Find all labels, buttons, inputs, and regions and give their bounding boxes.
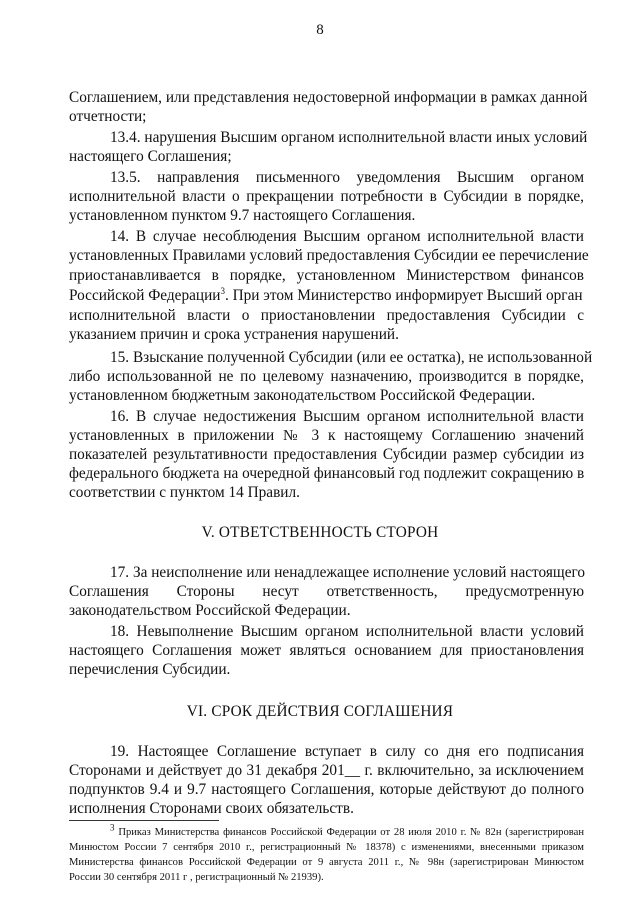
page-number: 8 (316, 22, 324, 38)
text-line: приостанавливается в порядке, установленном Министерством финансов (69, 267, 584, 284)
text-line: исполнения Сторонами своих обязательств. (69, 800, 354, 817)
text-line: Соглашения Стороны несут ответственность, предусмотренную (69, 583, 584, 600)
text-line: настоящего Соглашения; (69, 148, 232, 165)
text-fragment: Российской Федерации (69, 287, 221, 304)
footnote-line (110, 822, 584, 841)
text-line: установленном бюджетным законодательством Российской Федерации. (69, 387, 536, 404)
text-line: указанием причин и срока устранения нарушений. (69, 326, 399, 343)
text-line: 13.4. нарушения Высшим органом исполнительной власти иных условий (110, 129, 588, 146)
text-line: показателей результативности предоставления Субсидии размер субсидии из (69, 446, 584, 463)
section-heading: V. ОТВЕТСТВЕННОСТЬ СТОРОН (201, 524, 439, 541)
text-line: подпунктов 9.4 и 9.7 настоящего Соглашения, которые действуют до полного (69, 781, 584, 798)
text-line: 19. Настоящее Соглашение вступает в силу со дня его подписания (110, 743, 584, 760)
text-line: 13.5. направления письменного уведомления Высшим органом (110, 169, 584, 186)
text-line: 15. Взыскание полученной Субсидии (или ее остатка), не использованной (110, 349, 593, 366)
text-line: либо использованной не по целевому назначению, производится в порядке, (69, 368, 584, 385)
text-line: отчетности; (69, 108, 147, 125)
text-line: 16. В случае недостижения Высшим органом исполнительной власти (110, 408, 584, 425)
text-line: соответствии с пунктом 14 Правил. (69, 484, 300, 501)
text-line: исполнительной власти о приостановлении предоставления Субсидии с (69, 307, 584, 324)
text-line: федерального бюджета на очередной финансовый год подлежит сокращению в (69, 465, 585, 482)
footnote-line: России 30 сентября 2011 г , регистрационный № 21939). (69, 872, 324, 883)
text-line: установленных Правилами условий предоставления Субсидии ее перечисление (69, 247, 589, 264)
footnote-reference: 3 (220, 285, 225, 296)
text-line-with-footnote (69, 286, 584, 305)
text-line: установленном пунктом 9.7 настоящего Соглашения. (69, 207, 416, 224)
section-heading: VI. СРОК ДЕЙСТВИЯ СОГЛАШЕНИЯ (186, 703, 454, 720)
text-line: 18. Невыполнение Высшим органом исполнительной власти условий (110, 623, 584, 640)
footnote-mark: 3 (110, 822, 115, 833)
text-line: законодательством Российской Федерации. (69, 602, 351, 619)
text-line: исполнительной власти о прекращении потребности в Субсидии в порядке, (69, 188, 584, 205)
text-line: перечисления Субсидии. (69, 661, 231, 678)
footnote-text: Приказ Министерства финансов Российской Федерации от 28 июля 2010 г. № 82н (зарегистрирован (118, 827, 584, 838)
text-line: установленных в приложении № 3 к настоящему Соглашению значений (69, 427, 584, 444)
text-fragment: . При этом Министерство информирует Высший орган (224, 287, 583, 304)
text-line: 17. За неисполнение или ненадлежащее исполнение условий настоящего (110, 564, 586, 581)
footnote-separator (69, 820, 219, 821)
text-line: Сторонами и действует до 31 декабря 201__ г. включительно, за исключением (69, 762, 584, 779)
footnote-line: Министерства финансов Российской Федерации от 9 августа 2011 г., № 98н (зарегистрирован Минюстом (69, 857, 584, 868)
footnote-line: Минюстом России 7 сентября 2010 г., регистрационный № 18378) с изменениями, внесенными приказом (69, 842, 584, 853)
text-line: настоящего Соглашения может являться основанием для приостановления (69, 642, 584, 659)
text-line: Соглашением, или представления недостоверной информации в рамках данной (69, 89, 588, 106)
text-line: 14. В случае несоблюдения Высшим органом исполнительной власти (110, 228, 584, 245)
